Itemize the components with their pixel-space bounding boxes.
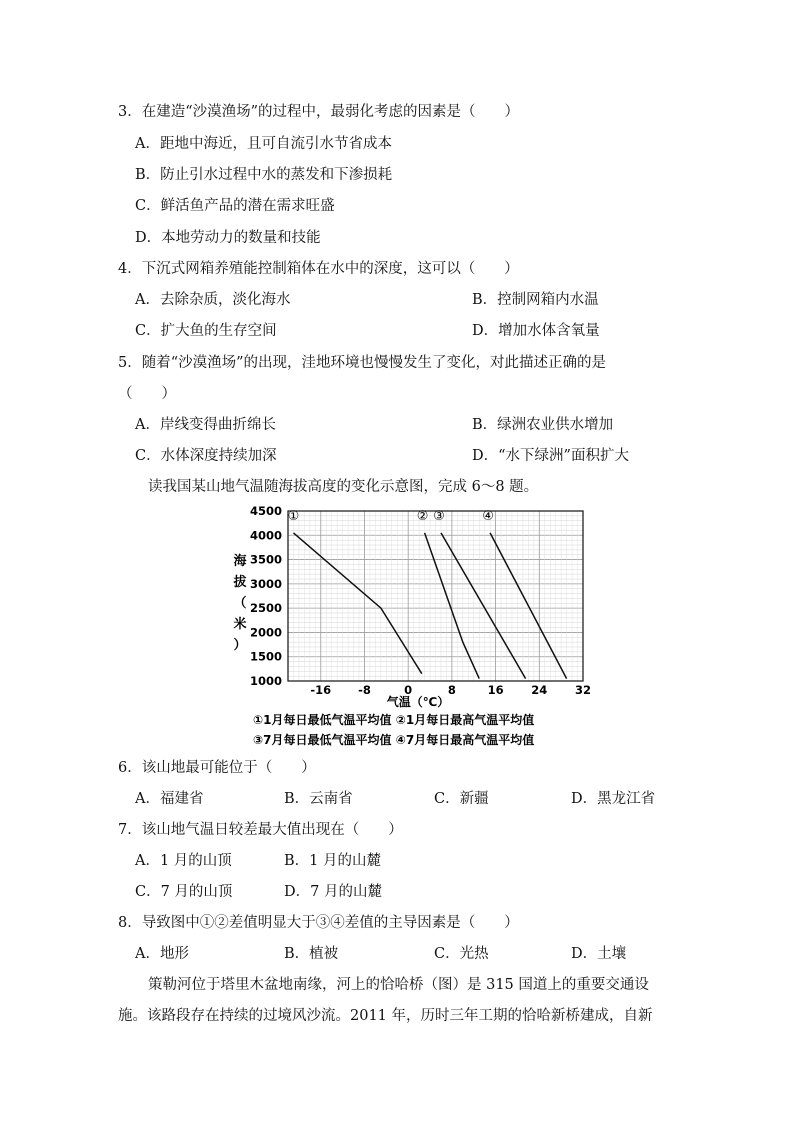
y-tick-label: 2000 [249,625,282,640]
series-label-3: ③ [433,508,445,524]
temperature-altitude-chart [233,503,592,751]
passage-line-2: 施。该路段存在持续的过境风沙流。2011 年，历时三年工期的恰哈新桥建成，自新 [118,1008,653,1024]
question-6-option-b: B．云南省 [284,791,353,807]
question-8-option-a: A．地形 [135,946,189,962]
y-axis-label: 海拔（米） [233,554,247,653]
question-6-option-a: A．福建省 [135,791,204,807]
series-label-1: ① [287,508,300,524]
question-4-option-d: D．增加水体含氧量 [472,323,600,339]
series-label-4: ④ [482,508,494,524]
question-4-option-a: A．去除杂质，淡化海水 [135,292,291,308]
x-axis-label: 气温（℃） [386,695,450,709]
series-label-2: ② [416,508,429,524]
question-8-option-c: C．光热 [434,946,489,962]
y-tick-label: 1000 [249,674,282,688]
chart-svg [233,503,592,751]
question-4-stem: 4．下沉式网箱养殖能控制箱体在水中的深度，这可以（ ） [118,261,519,277]
question-6-option-d: D．黑龙江省 [571,791,656,807]
question-7-option-a: A．1 月的山顶 [135,853,232,869]
question-5-option-d: D．“水下绿洲”面积扩大 [472,448,629,464]
question-6-stem: 6．该山地最可能位于（ ） [118,760,316,776]
question-5-stem-bracket: （ ） [118,386,176,402]
question-3-option-c: C．鲜活鱼产品的潜在需求旺盛 [135,198,335,214]
chart-intro: 读我国某山地气温随海拔高度的变化示意图，完成 6～8 题。 [148,479,539,495]
question-4-option-c: C．扩大鱼的生存空间 [135,323,277,339]
question-8-option-b: B．植被 [284,946,339,962]
x-tick-labels [310,683,591,697]
x-tick-label: 0 [404,683,413,697]
question-7-option-b: B．1 月的山麓 [284,853,381,869]
x-tick-label: -16 [310,683,332,697]
question-7-stem: 7．该山地气温日较差最大值出现在（ ） [118,822,403,838]
y-tick-label: 2500 [249,601,282,616]
y-tick-label: 3500 [249,552,282,567]
question-8-option-d: D．土壤 [571,946,627,962]
question-4-option-b: B．控制网箱内水温 [472,292,599,308]
y-tick-label: 4500 [249,504,282,518]
y-tick-label: 1500 [249,649,282,664]
x-tick-label: 32 [574,683,592,697]
chart-grid [287,508,583,681]
question-7-option-d: D．7 月的山麓 [284,884,382,900]
y-tick-label: 4000 [249,528,282,543]
question-5-stem: 5．随着“沙漠渔场”的出现，洼地环境也慢慢发生了变化，对此描述正确的是 [118,355,607,371]
question-3-option-d: D．本地劳动力的数量和技能 [135,230,321,246]
legend-line-1: ①1月每日最低气温平均值 ②1月每日最高气温平均值 [253,713,535,727]
y-tick-labels [250,504,282,688]
question-5-option-c: C．水体深度持续加深 [135,448,277,464]
question-5-option-a: A．岸线变得曲折绵长 [135,417,276,433]
question-3-option-b: B．防止引水过程中水的蒸发和下渗损耗 [135,167,393,183]
x-tick-label: 24 [531,683,548,697]
question-7-option-c: C．7 月的山顶 [135,884,233,900]
x-tick-label: 16 [487,683,504,697]
x-tick-label: 8 [447,683,456,697]
x-tick-label: -8 [358,683,371,697]
question-3-option-a: A．距地中海近，且可自流引水节省成本 [135,136,392,152]
question-3-stem: 3．在建造“沙漠渔场”的过程中，最弱化考虑的因素是（ ） [118,104,520,120]
passage-line-1: 策勒河位于塔里木盆地南缘，河上的恰哈桥（图）是 315 国道上的重要交通设 [148,977,649,993]
question-6-option-c: C．新疆 [434,791,489,807]
question-5-option-b: B．绿洲农业供水增加 [472,417,614,433]
question-8-stem: 8．导致图中①②差值明显大于③④差值的主导因素是（ ） [118,915,519,931]
y-tick-label: 3000 [249,576,282,591]
legend-line-2: ③7月每日最低气温平均值 ④7月每日最高气温平均值 [253,733,535,747]
